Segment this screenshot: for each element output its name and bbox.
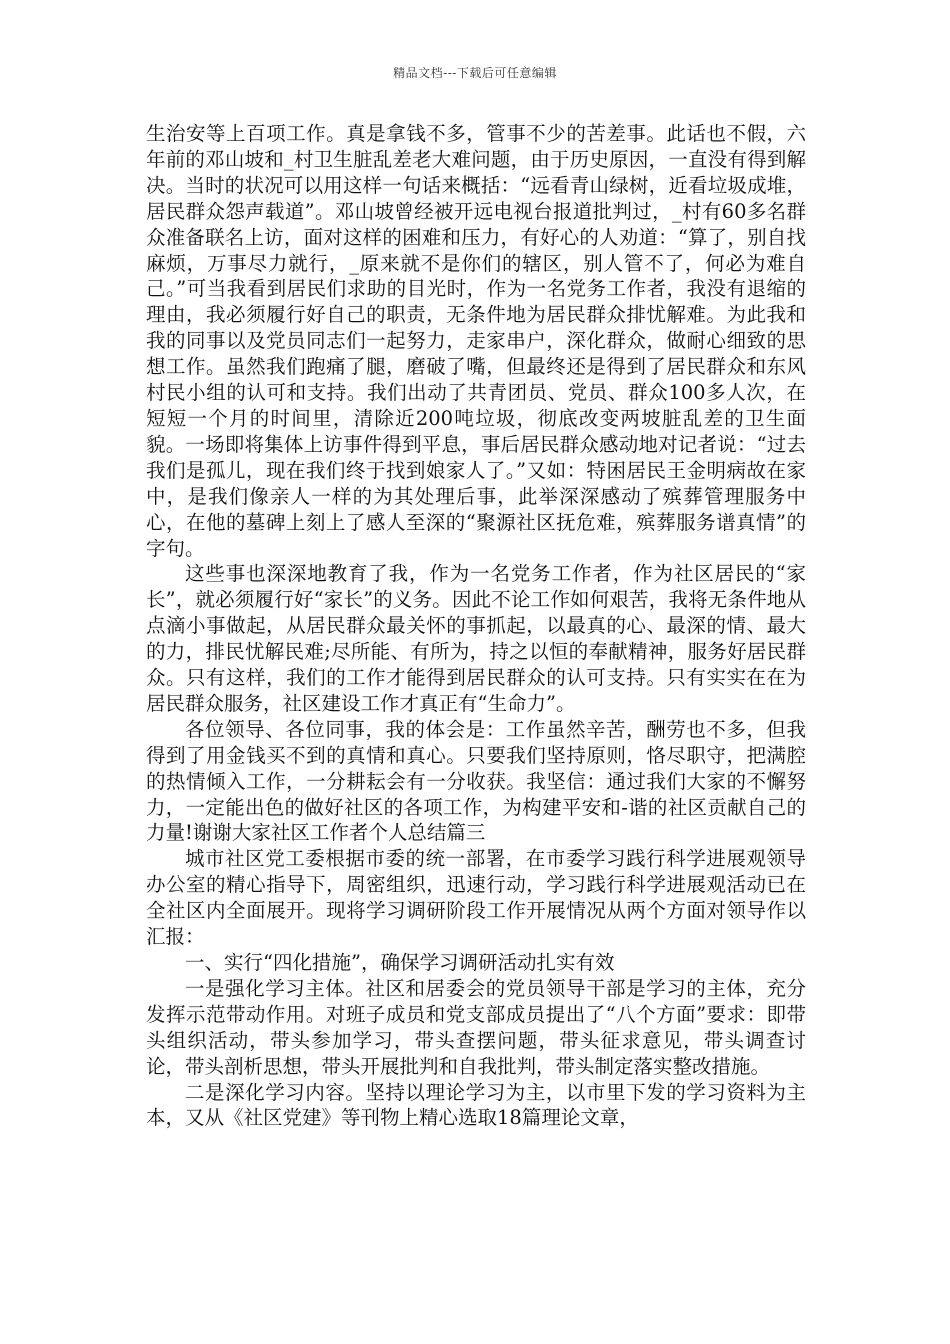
section-heading: 一、实行“四化措施”，确保学习调研活动扎实有效 <box>185 951 615 974</box>
paragraph-5: 一是强化学习主体。社区和居委会的党员领导干部是学习的主体，充分发挥示范带动作用。对班子成员和党支部成员提出了“八个方面”要求：即带头组织活动，带头参加学习，带头查摆问题，带头征求意见，带头调查讨论，带头剖析思想，带头开展批判和自我批判，带头制定落实整改措施。 <box>146 976 806 1078</box>
document-body <box>146 121 806 1131</box>
paragraph-4: 城市社区党工委根据市委的统一部署，在市委学习践行科学进展观领导办公室的精心指导下，周密组织，迅速行动，学习践行科学进展观活动已在全社区内全面展开。现将学习调研阶段工作开展情况从两个方面对领导作以汇报： <box>146 847 806 949</box>
page-header: 精品文档---下载后可任意编辑 <box>393 66 557 80</box>
paragraph-2: 这些事也深深地教育了我，作为一名党务工作者，作为社区居民的“家长”，就必须履行好“家长”的义务。因此不论工作如何艰苦，我将无条件地从点滴小事做起，从居民群众最关怀的事抓起，以最真的心、最深的情、最大的力，排民忧解民难;尽所能、有所为，持之以恒的奉献精神，服务好居民群众。只有这样，我们的工作才能得到居民群众的认可支持。只有实实在在为居民群众服务，社区建设工作才真正有“生命力”。 <box>146 562 806 715</box>
paragraph-3: 各位领导、各位同事，我的体会是：工作虽然辛苦，酬劳也不多，但我得到了用金钱买不到的真情和真心。只要我们坚持原则，恪尽职守，把满腔的热情倾入工作，一分耕耘会有一分收获。我坚信：通过我们大家的不懈努力，一定能出色的做好社区的各项工作，为构建平安和-谐的社区贡献自己的力量!谢谢大家社区工作者个人总结篇三 <box>146 717 806 845</box>
paragraph-6: 二是深化学习内容。坚持以理论学习为主，以市里下发的学习资料为主本，又从《社区党建》等刊物上精心选取18篇理论文章， <box>146 1080 806 1130</box>
paragraph-1: 生治安等上百项工作。真是拿钱不多，管事不少的苦差事。此话也不假，六年前的邓山坡和_村卫生脏乱差老大难问题，由于历史原因，一直没有得到解决。当时的状况可以用这样一句话来概括：“远看青山绿树，近看垃圾成堆，居民群众怨声载道”。邓山坡曾经被开远电视台报道批判过，_村有60多名群众准备联名上访，面对这样的困难和压力，有好心的人劝道：“算了，别自找麻烦，万事尽力就行，_原来就不是你们的辖区，别人管不了，何必为难自己。”可当我看到居民们求助的目光时，作为一名党务工作者，我没有退缩的理由，我必须履行好自己的职责，无条件地为居民群众排忧解难。为此我和我的同事以及党员同志们一起努力，走家串户，深化群众，做耐心细致的思想工作。虽然我们跑痛了腿，磨破了嘴，但最终还是得到了居民群众和东风村民小组的认可和支持。我们出动了共青团员、党员、群众100多人次，在短短一个月的时间里，清除近200吨垃圾，彻底改变两坡脏乱差的卫生面貌。一场即将集体上访事件得到平息，事后居民群众感动地对记者说：“过去我们是孤儿，现在我们终于找到娘家人了。”又如：特困居民王金明病故在家中，是我们像亲人一样的为其处理后事，此举深深感动了殡葬管理服务中心，在他的墓碑上刻上了感人至深的“聚源社区抚危难，殡葬服务谱真情”的字句。 <box>146 122 806 560</box>
